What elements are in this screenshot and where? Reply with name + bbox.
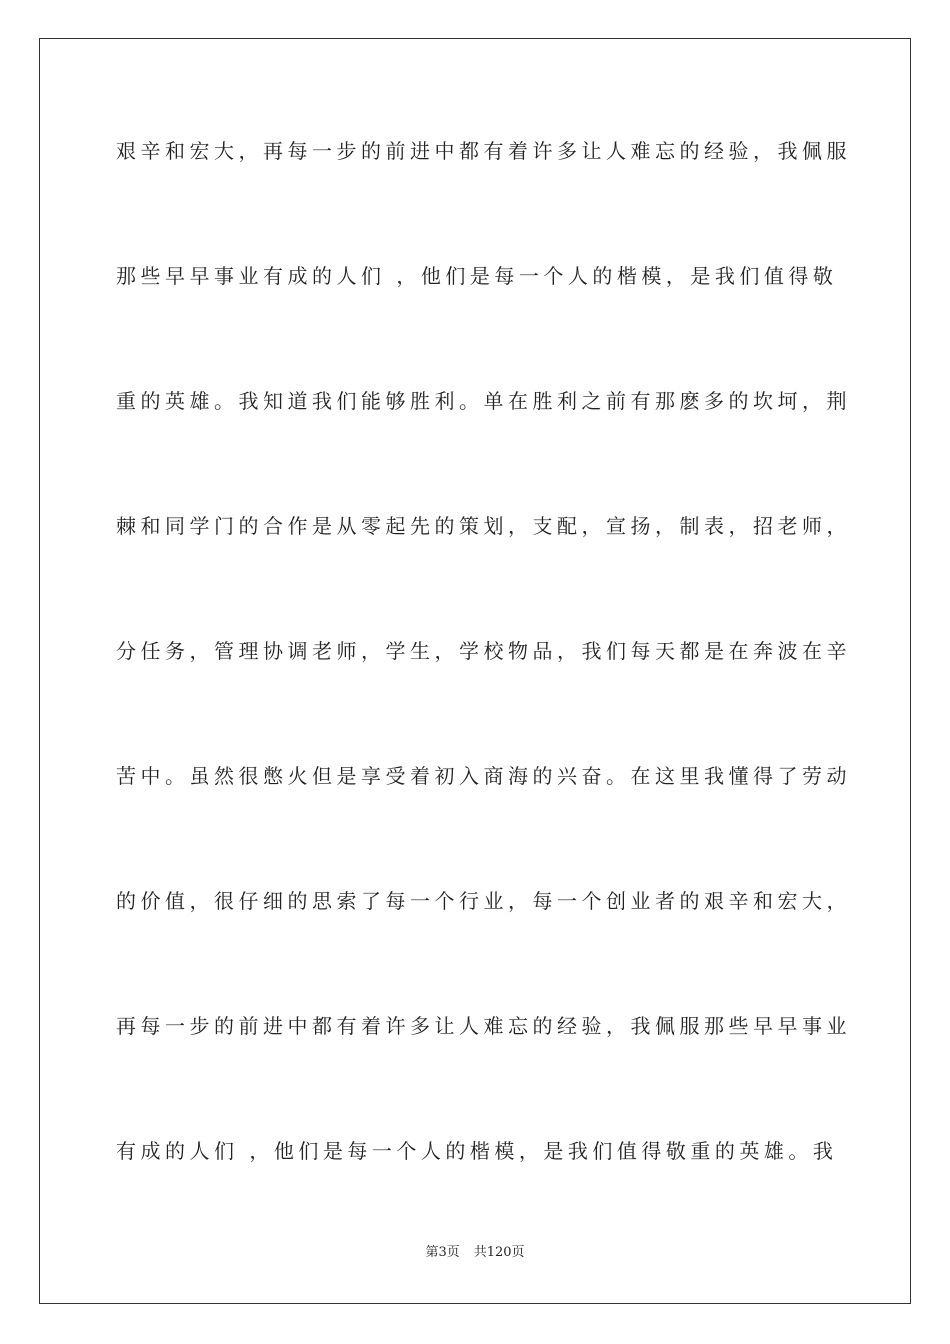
text-line: 艰辛和宏大，再每一步的前进中都有着许多让人难忘的经验，我佩服: [116, 139, 851, 163]
text-line: 的价值，很仔细的思索了每一个行业，每一个创业者的艰辛和宏大，: [116, 889, 851, 913]
page-footer: [0, 1243, 950, 1263]
body-text: [116, 133, 851, 1258]
total-pages: 共120页: [473, 1245, 525, 1260]
text-line: 那些早早事业有成的人们 ，他们是每一个人的楷模，是我们值得敬: [116, 264, 838, 288]
text-line: 分任务，管理协调老师，学生，学校物品，我们每天都是在奔波在辛: [116, 639, 851, 663]
current-page-number: 第3页: [425, 1245, 460, 1260]
text-line: 棘和同学门的合作是从零起先的策划，支配，宣扬，制表，招老师，: [116, 514, 851, 538]
text-line: 重的英雄。我知道我们能够胜利。单在胜利之前有那麽多的坎坷，荆: [116, 389, 851, 413]
text-line: 有成的人们 ，他们是每一个人的楷模，是我们值得敬重的英雄。我: [116, 1139, 838, 1163]
text-line: 再每一步的前进中都有着许多让人难忘的经验，我佩服那些早早事业: [116, 1014, 851, 1038]
text-line: 苦中。虽然很憋火但是享受着初入商海的兴奋。在这里我懂得了劳动: [116, 764, 851, 788]
